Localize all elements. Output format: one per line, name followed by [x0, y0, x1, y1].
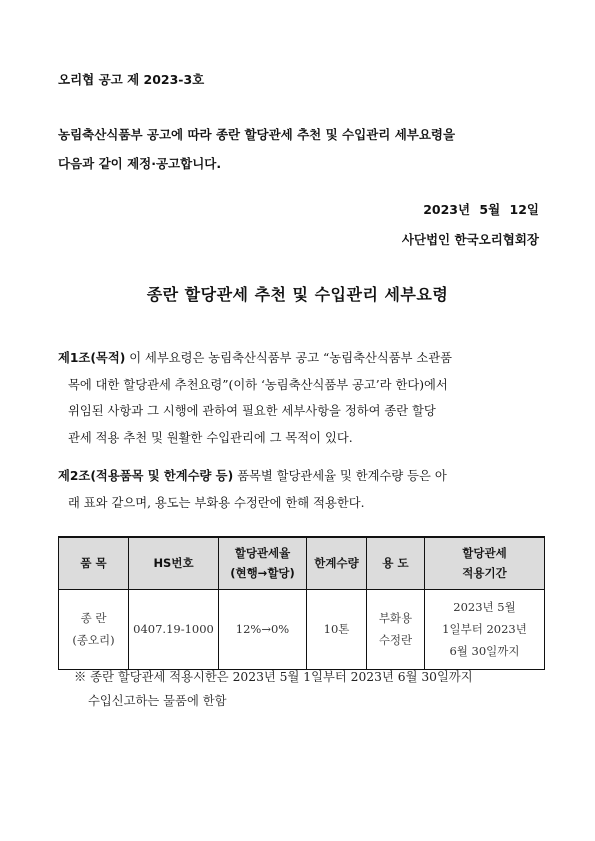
header-text: 할당관세율 — [234, 546, 291, 561]
intro-paragraph — [58, 120, 548, 178]
notice-number: 오리협 공고 제 2023-3호 — [58, 72, 205, 87]
cell-hs-code: 0407.19-1000 — [129, 589, 219, 669]
footnote-line: ※ 종란 할당관세 적용시한은 2023년 5월 1일부터 2023년 6월 30일까지 — [74, 670, 473, 684]
article-line — [58, 345, 542, 372]
document-title: 종란 할당관세 추천 및 수입관리 세부요령 — [146, 285, 449, 304]
article-line: 위임된 사항과 그 시행에 관하여 필요한 세부사항을 정하여 종란 할당 — [68, 404, 436, 418]
cell-item — [59, 589, 129, 669]
footnote — [74, 665, 554, 713]
cell-period — [425, 589, 545, 669]
issue-date: 2023년 5월 12일 — [423, 202, 539, 217]
cell-text: 종 란 — [80, 611, 107, 625]
header-item: 품 목 — [59, 537, 129, 589]
article-text: 이 세부요령은 농림축산식품부 공고 “농림축산식품부 소관품 — [125, 351, 453, 365]
header-limit-quantity: 한계수량 — [307, 537, 367, 589]
header-tariff-rate — [219, 537, 307, 589]
article-line: 래 표와 같으며, 용도는 부화용 수정란에 한해 적용한다. — [68, 495, 365, 510]
intro-line: 다음과 같이 제정·공고합니다. — [58, 156, 222, 171]
article-line — [58, 463, 542, 490]
footnote-line: 수입신고하는 물품에 한함 — [88, 694, 227, 708]
article-text: 품목별 할당관세율 및 한계수량 등은 아 — [233, 469, 447, 483]
header-use: 용 도 — [367, 537, 425, 589]
cell-text: 2023년 5월 — [453, 600, 516, 614]
article-heading: 제1조(목적) — [58, 351, 126, 365]
cell-text: 수정란 — [378, 633, 413, 647]
table-header-row — [59, 537, 545, 589]
tariff-quota-table — [58, 536, 545, 670]
cell-text: 6월 30일까지 — [449, 644, 520, 658]
header-text: 적용기간 — [462, 566, 507, 581]
cell-tariff-rate: 12%→0% — [219, 589, 307, 669]
organization-signature: 사단법인 한국오리협회장 — [401, 232, 539, 247]
article-1 — [58, 345, 542, 451]
cell-text: 1일부터 2023년 — [442, 622, 527, 636]
header-period — [425, 537, 545, 589]
intro-line: 농림축산식품부 공고에 따라 종란 할당관세 추천 및 수입관리 세부요령을 — [58, 127, 456, 142]
article-line: 목에 대한 할당관세 추천요령”(이하 ‘농림축산식품부 공고’라 한다)에서 — [68, 377, 448, 392]
header-text: 할당관세 — [462, 546, 507, 561]
article-heading: 제2조(적용품목 및 한계수량 등) — [58, 469, 234, 483]
cell-use — [367, 589, 425, 669]
header-text: (현행→할당) — [230, 566, 295, 581]
article-2 — [58, 463, 542, 516]
cell-text: 부화용 — [378, 611, 413, 625]
header-hs-code: HS번호 — [129, 537, 219, 589]
cell-limit-quantity: 10톤 — [307, 589, 367, 669]
table-row — [59, 589, 545, 669]
cell-text: (종오리) — [72, 633, 115, 647]
article-line: 관세 적용 추천 및 원활한 수입관리에 그 목적이 있다. — [68, 430, 353, 445]
